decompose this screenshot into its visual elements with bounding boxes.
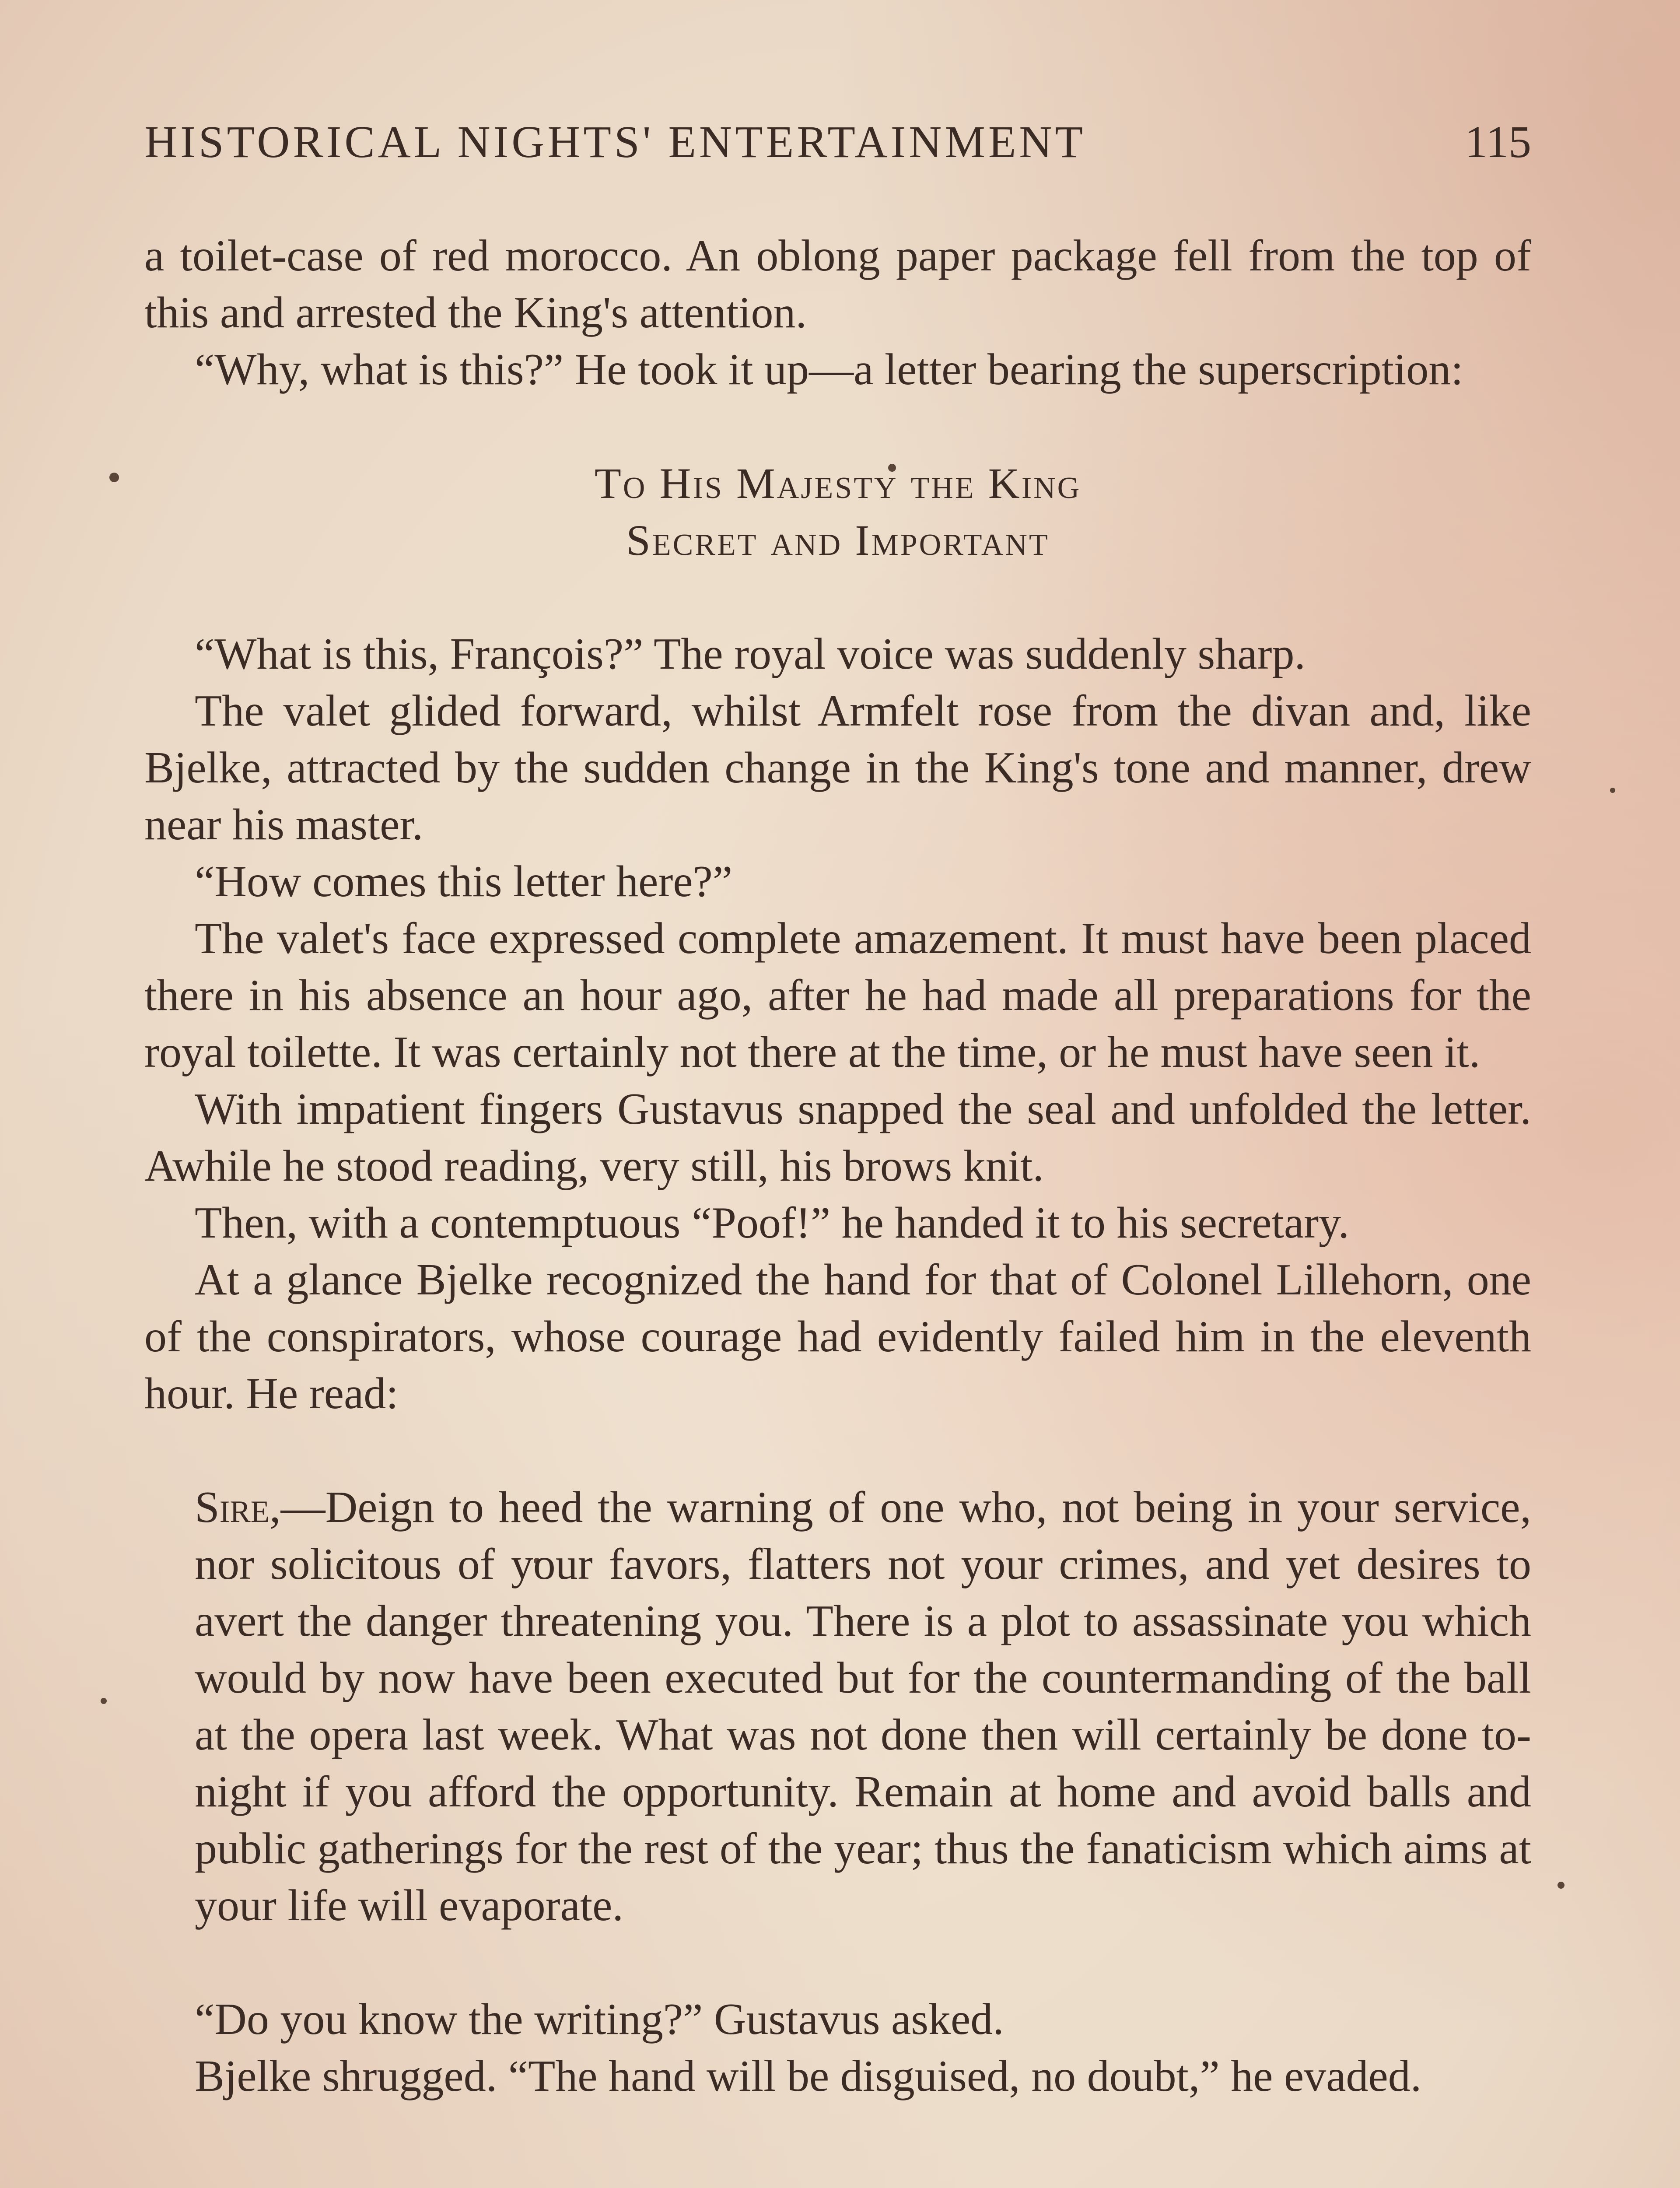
running-head xyxy=(144,114,1531,171)
paragraph: “How comes this letter here?” xyxy=(195,857,733,906)
quoted-letter xyxy=(195,1479,1531,1934)
letter-text: —Deign to heed the warning of one who, not being in your service, nor solicitous of your favors, flatters not your crimes, and yet desires to avert the danger threatening you. There is a plot to assassinate you which would by now have been executed but for the countermanding of the ball at the opera last week. What was not done then will certainly be done to-night if you afford the opportunity. Remain at home and avoid balls and public gatherings for the rest of the year; thus the fanaticism which aims at your life will evaporate. xyxy=(195,1483,1531,1930)
letter-salutation: Sire, xyxy=(195,1483,281,1532)
paragraph: “Do you know the writing?” Gustavus asked. xyxy=(195,1995,1004,2044)
running-head-title: HISTORICAL NIGHTS' ENTERTAINMENT xyxy=(144,117,1086,167)
body-text xyxy=(144,228,1531,2105)
paragraph: Then, with a contemptuous “Poof!” he handed it to his secretary. xyxy=(195,1198,1349,1248)
letter-body xyxy=(195,1479,1531,1934)
superscription-line: To His Majesty the King xyxy=(594,459,1082,508)
paragraph: The valet glided forward, whilst Armfelt rose from the divan and, like Bjelke, attracted by the sudden change in the King's tone and manner, drew near his master. xyxy=(144,686,1531,849)
paragraph: “What is this, François?” The royal voice was suddenly sharp. xyxy=(195,629,1306,679)
superscription-line: Secret and Important xyxy=(626,516,1050,565)
paper-speck xyxy=(1558,1882,1564,1889)
paragraph: Bjelke shrugged. “The hand will be disguised, no doubt,” he evaded. xyxy=(195,2051,1422,2101)
paragraph: The valet's face expressed complete amazement. It must have been placed there in his absence an hour ago, after he had made all preparations for the royal toilette. It was certainly not there at the time, or he must have seen it. xyxy=(144,914,1531,1077)
paper-speck xyxy=(109,473,119,482)
paragraph: At a glance Bjelke recognized the hand for that of Colonel Lillehorn, one of the conspirators, whose courage had evidently failed him in the eleventh hour. He read: xyxy=(144,1255,1531,1418)
paragraph: “Why, what is this?” He took it up—a letter bearing the superscription: xyxy=(195,345,1463,394)
letter-superscription xyxy=(144,455,1531,569)
paper-speck xyxy=(1610,788,1615,793)
paper-speck xyxy=(101,1698,107,1704)
paragraph: a toilet-case of red morocco. An oblong paper package fell from the top of this and arrested the King's attention. xyxy=(144,231,1531,337)
page-number: 115 xyxy=(1464,117,1531,167)
paragraph: With impatient fingers Gustavus snapped the seal and unfolded the letter. Awhile he stood reading, very still, his brows knit. xyxy=(144,1084,1531,1191)
